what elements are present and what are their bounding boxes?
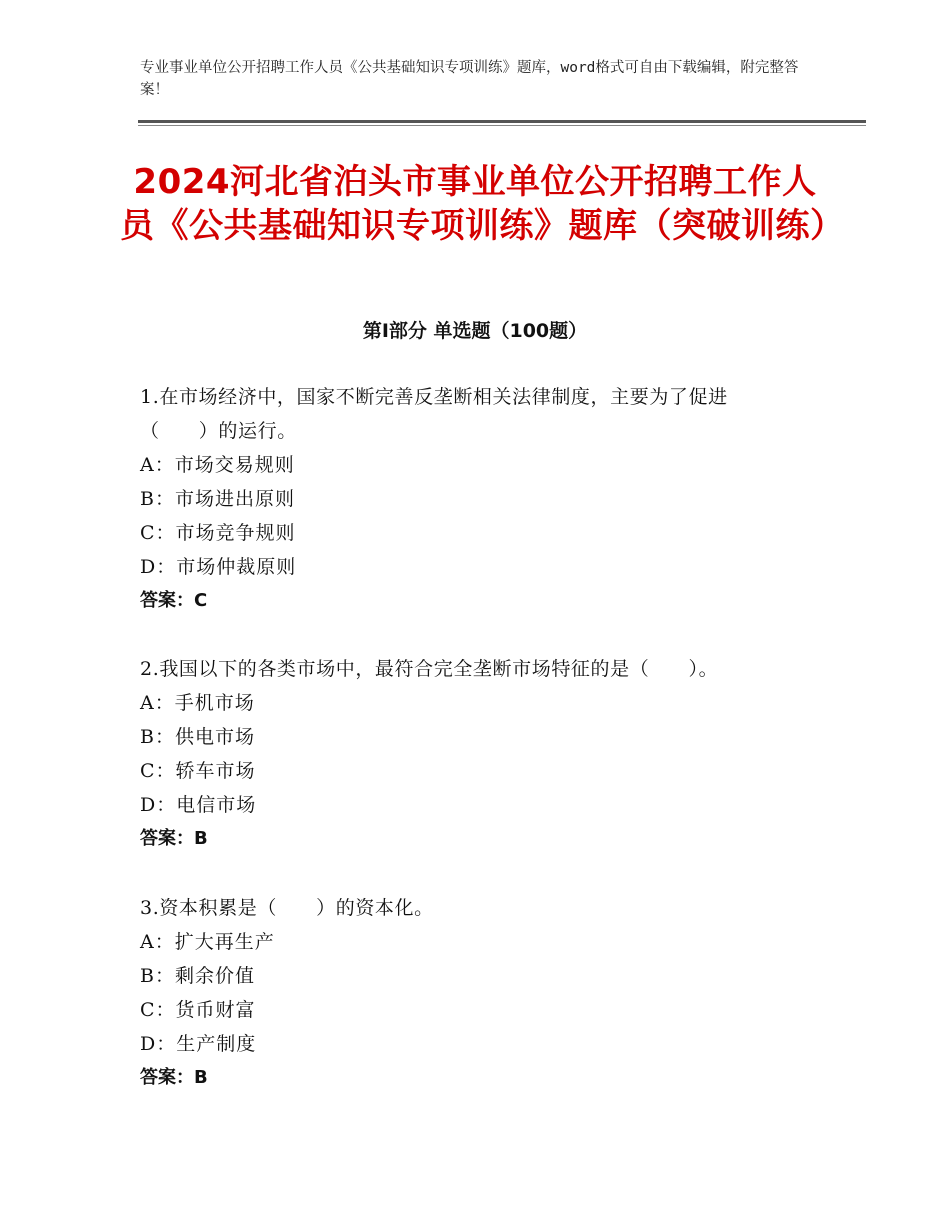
document-title: 2024河北省泊头市事业单位公开招聘工作人员《公共基础知识专项训练》题库（突破训练） (120, 162, 845, 246)
header-divider-thin (138, 125, 866, 126)
question-stem: 1.在市场经济中，国家不断完善反垄断相关法律制度，主要为了促进 (140, 386, 728, 408)
option-a: A：市场交易规则 (140, 454, 295, 476)
question-stem: 2.我国以下的各类市场中，最符合完全垄断市场特征的是（ ）。 (140, 658, 719, 680)
section-title: 第Ⅰ部分 单选题（100题） (362, 320, 588, 342)
question-3 (140, 891, 820, 1095)
option-d: D：市场仲裁原则 (140, 556, 297, 578)
option-c: C：市场竞争规则 (140, 522, 296, 544)
question-1 (140, 380, 820, 618)
option-b: B：市场进出原则 (140, 488, 295, 510)
option-b: B：供电市场 (140, 726, 255, 748)
answer: 答案：B (140, 828, 208, 849)
header-divider-thick (138, 120, 866, 123)
option-d: D：生产制度 (140, 1033, 257, 1055)
option-a: A：扩大再生产 (140, 931, 275, 953)
answer: 答案：C (140, 590, 208, 611)
option-b: B：剩余价值 (140, 965, 255, 987)
option-c: C：货币财富 (140, 999, 256, 1021)
option-c: C：轿车市场 (140, 760, 256, 782)
question-stem-continued: （ ）的运行。 (140, 420, 297, 442)
option-d: D：电信市场 (140, 794, 257, 816)
answer: 答案：B (140, 1067, 208, 1088)
question-2 (140, 652, 820, 856)
document-header-note: 专业事业单位公开招聘工作人员《公共基础知识专项训练》题库，word格式可自由下载编辑，附完整答案！ (140, 60, 799, 98)
question-stem: 3.资本积累是（ ）的资本化。 (140, 897, 434, 919)
option-a: A：手机市场 (140, 692, 255, 714)
